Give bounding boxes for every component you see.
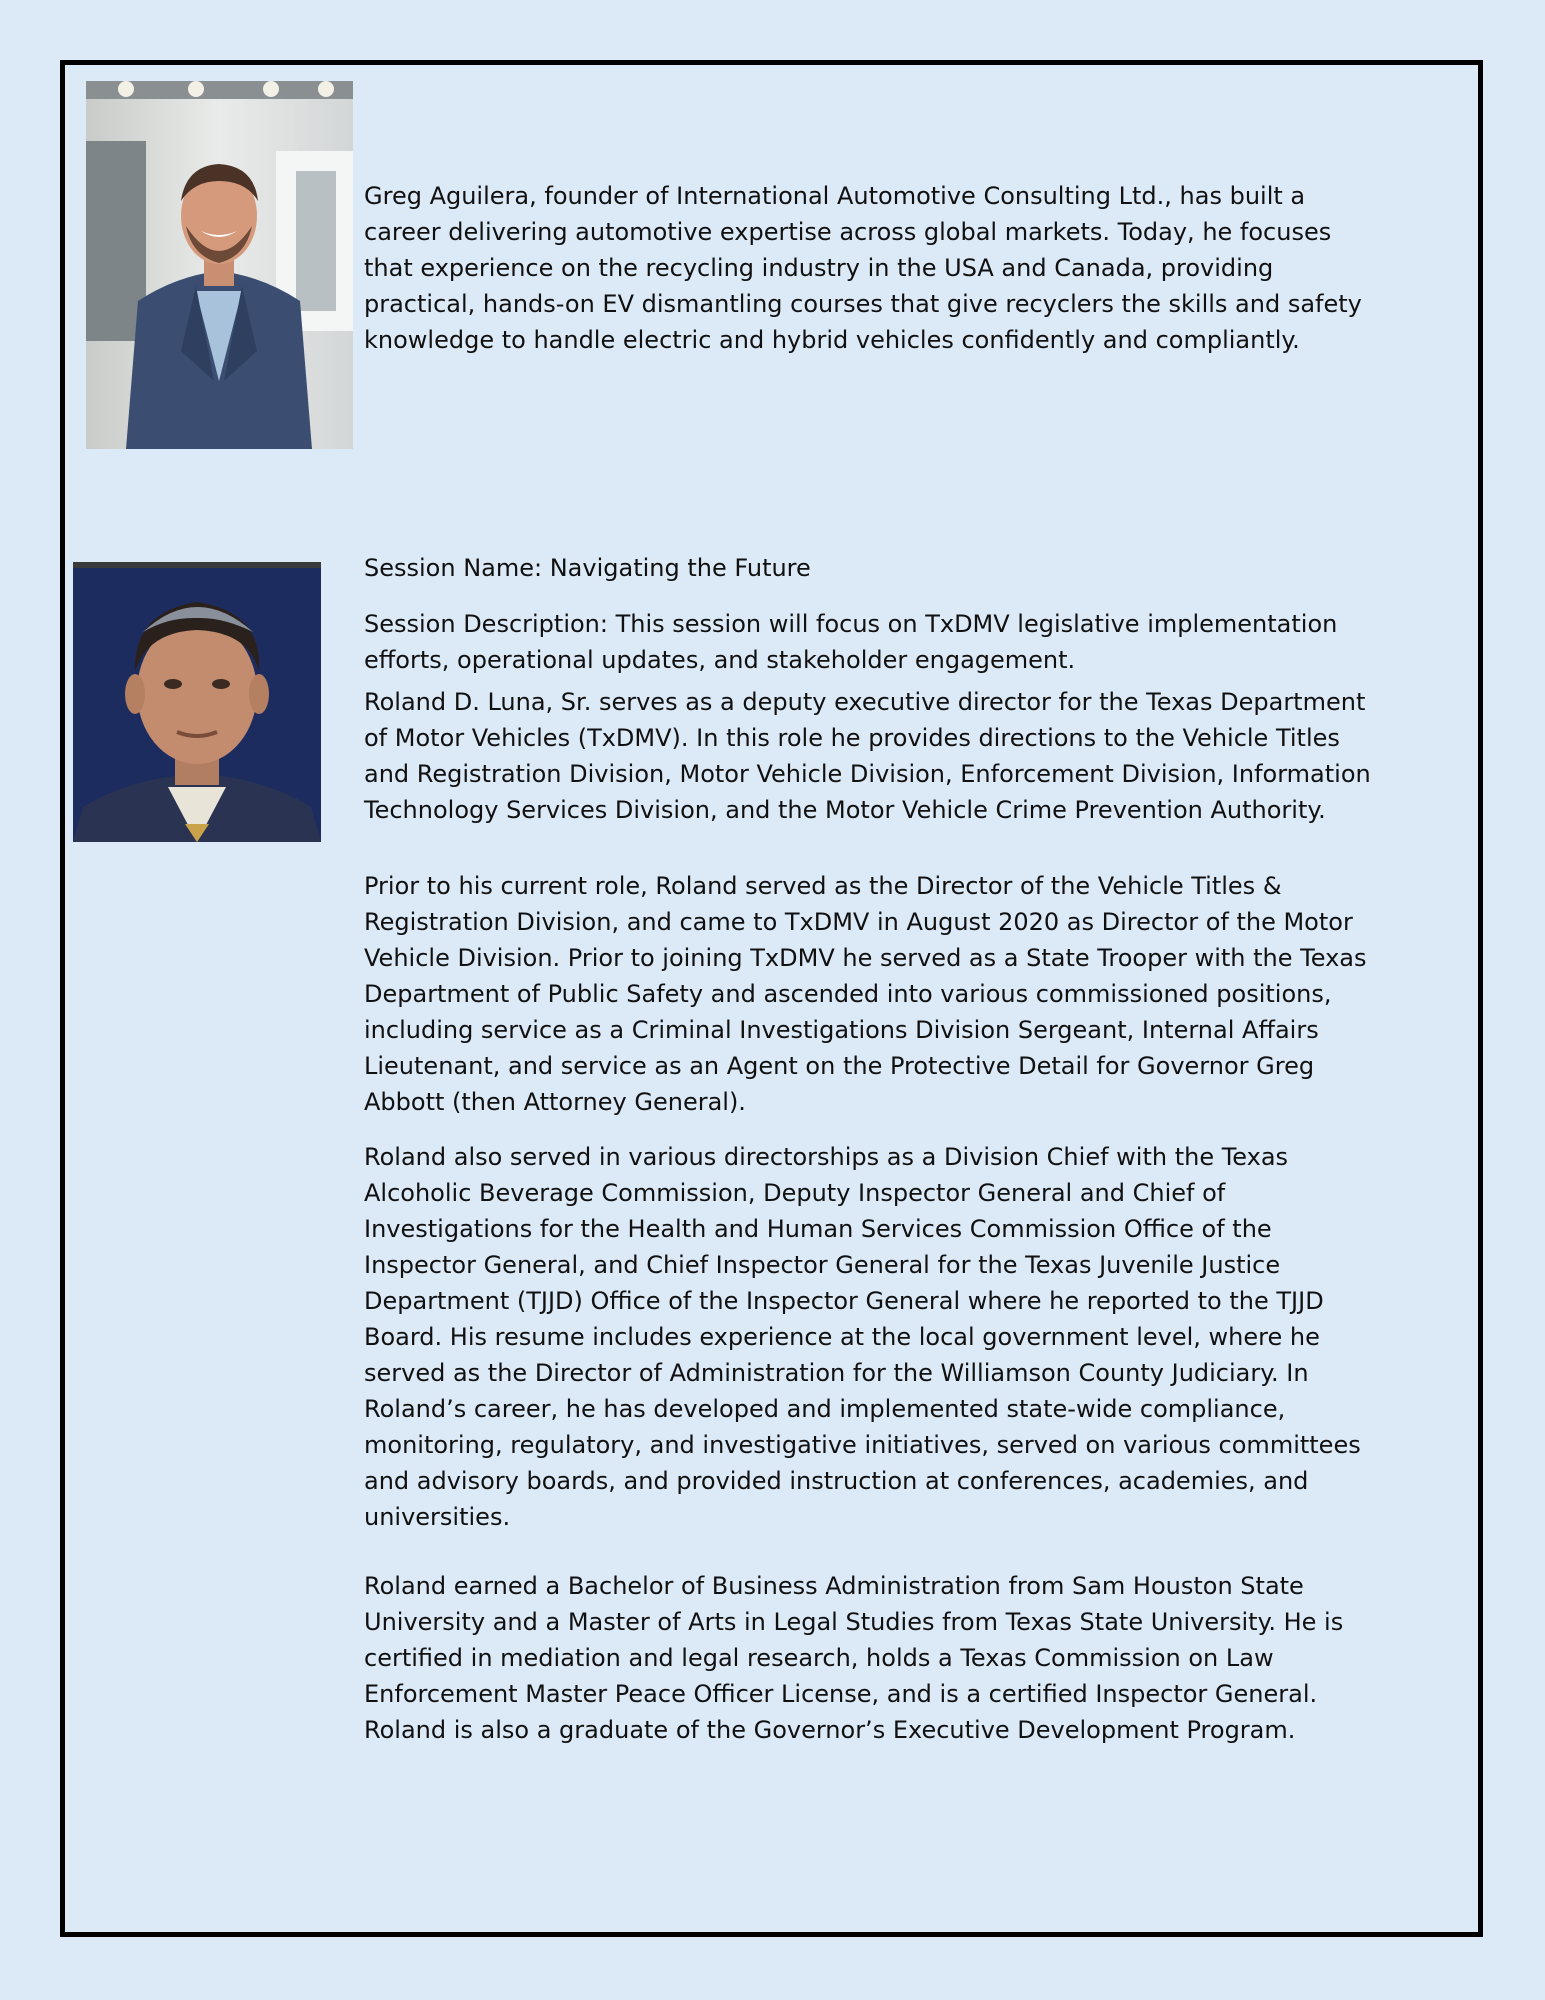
portrait-photo-greg-aguilera	[86, 81, 353, 449]
portrait-photo-roland-luna	[73, 562, 321, 842]
speaker-bio-roland-paragraph-2: Prior to his current role, Roland served as the Director of the Vehicle Titles & Registration Division, and came to TxDMV in August 2020 as Director of the Motor Vehicle Division. Prior to joining TxDMV he served as a State Trooper with the Texas Department of Public Safety and ascended into various commissioned positions, including service as a Criminal Investigations Division Sergeant, Internal Affairs Lieutenant, and service as an Agent on the Protective Detail for Governor Greg Abbott (then Attorney General).	[364, 872, 1367, 1116]
session-description: Session Description: This session will focus on TxDMV legislative implementation efforts, operational updates, and stakeholder engagement.	[364, 610, 1338, 674]
speaker-bio-roland-paragraph-3: Roland also served in various directorships as a Division Chief with the Texas Alcoholic Beverage Commission, Deputy Inspector General and Chief of Investigations for the Health and Human Services Commission Office of the Inspector General, and Chief Inspector General for the Texas Juvenile Justice Department (TJJD) Office of the Inspector General where he reported to the TJJD Board. His resume includes experience at the local government level, where he served as the Director of Administration for the Williamson County Judiciary. In Roland’s career, he has developed and implemented state-wide compliance, monitoring, regulatory, and investigative initiatives, served on various committees and advisory boards, and provided instruction at conferences, academies, and universities.	[364, 1143, 1361, 1531]
speaker-bio-roland-paragraph-1: Roland D. Luna, Sr. serves as a deputy executive director for the Texas Department of Motor Vehicles (TxDMV). In this role he provides directions to the Vehicle Titles and Registration Division, Motor Vehicle Division, Enforcement Division, Information Technology Services Division, and the Motor Vehicle Crime Prevention Authority.	[364, 688, 1371, 824]
session-name: Session Name: Navigating the Future	[364, 554, 811, 582]
speaker-bio-roland-paragraph-4: Roland earned a Bachelor of Business Administration from Sam Houston State University and a Master of Arts in Legal Studies from Texas State University. He is certified in mediation and legal research, holds a Texas Commission on Law Enforcement Master Peace Officer License, and is a certified Inspector General. Roland is also a graduate of the Governor’s Executive Development Program.	[364, 1572, 1344, 1744]
speaker-bio-greg: Greg Aguilera, founder of International Automotive Consulting Ltd., has built a career delivering automotive expertise across global markets. Today, he focuses that experience on the recycling industry in the USA and Canada, providing practical, hands-on EV dismantling courses that give recyclers the skills and safety knowledge to handle electric and hybrid vehicles confidently and compliantly.	[364, 182, 1362, 354]
